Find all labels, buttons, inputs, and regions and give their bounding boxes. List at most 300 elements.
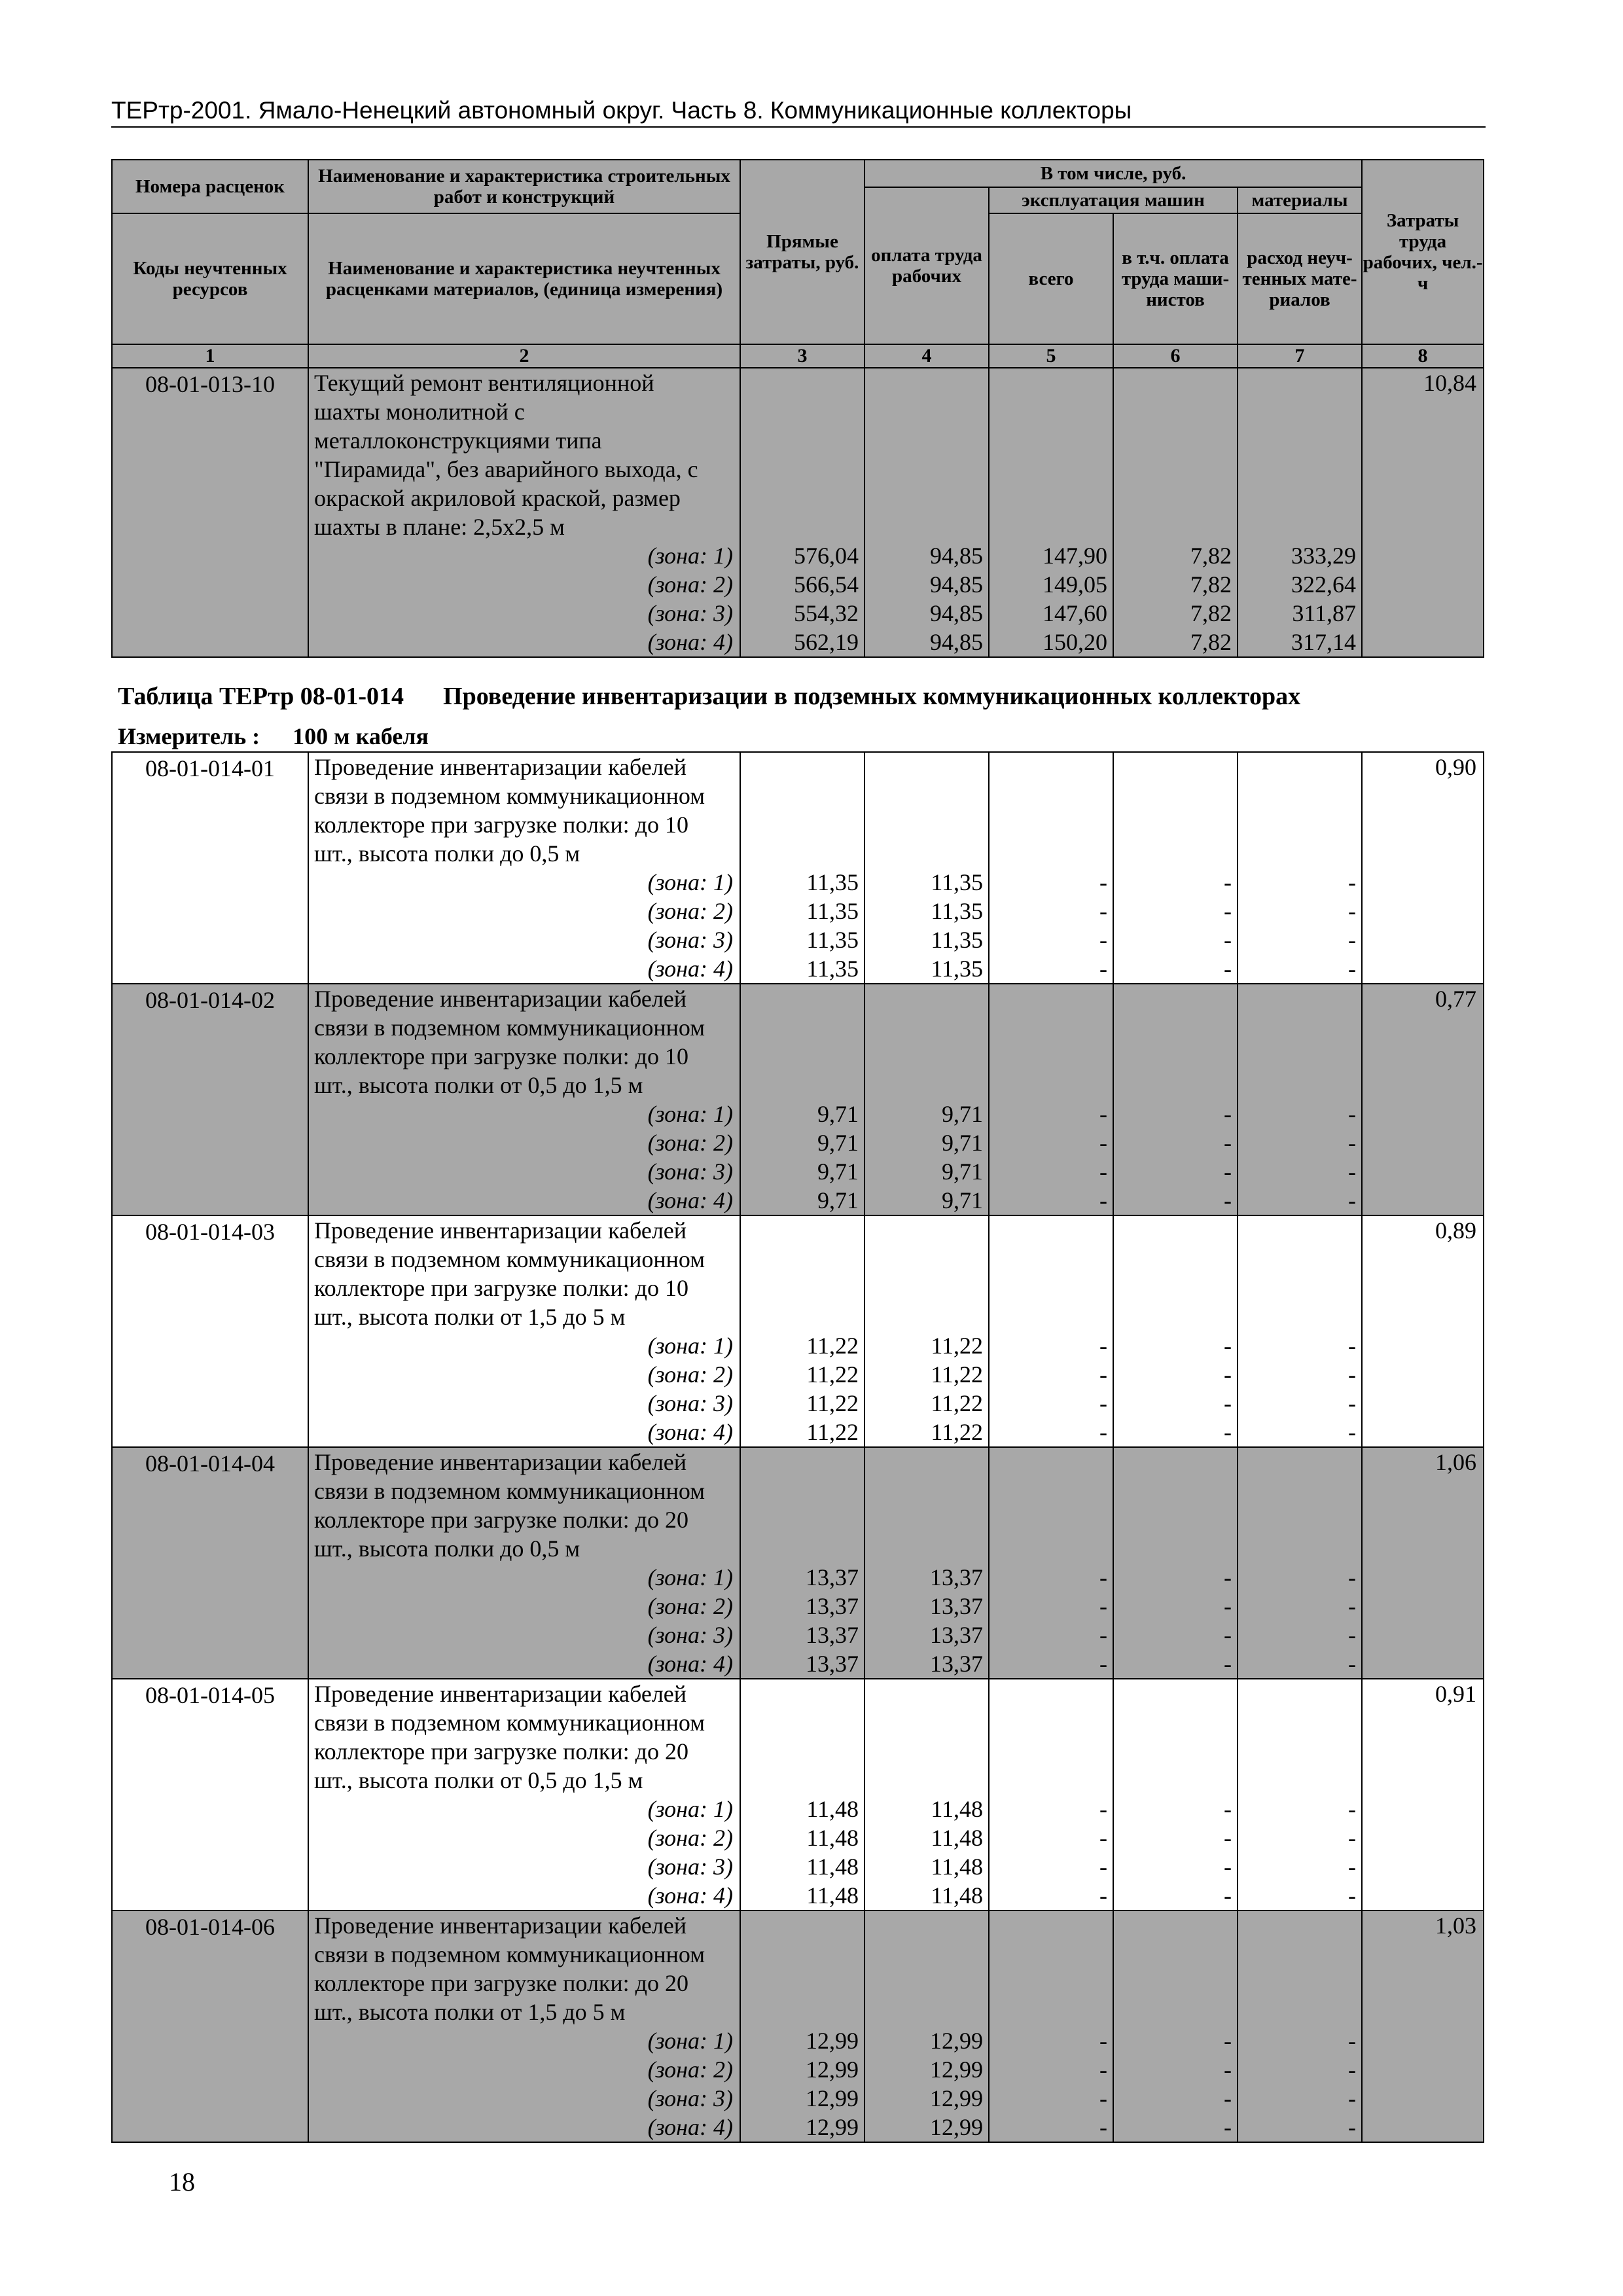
zone-value: 11,35 (931, 869, 983, 895)
table-row (112, 1679, 1484, 1910)
zone-label: (зона: 1) (647, 1564, 733, 1590)
rate-description (308, 984, 740, 1215)
rate-description (308, 752, 740, 984)
description-line: шт., высота полки от 0,5 до 1,5 м (314, 1767, 643, 1793)
direct-costs-cell (740, 1679, 865, 1910)
zone-value: - (1348, 2056, 1356, 2083)
zone-value: 9,71 (817, 1187, 859, 1213)
table-name: Проведение инвентаризации в подземных коммуникационных коллекторах (443, 683, 1301, 710)
zone-value: - (1099, 1651, 1107, 1677)
description-line: шт., высота полки от 1,5 до 5 м (314, 1304, 626, 1330)
worker-wage-cell (865, 1447, 989, 1679)
description-lines (314, 1679, 740, 1795)
zone-value: 94,85 (930, 629, 983, 655)
zone-value: 11,22 (931, 1390, 983, 1416)
table-row (112, 1447, 1484, 1679)
zone-value: 11,22 (931, 1361, 983, 1388)
zone-value: 13,37 (806, 1593, 859, 1619)
description-lines (314, 984, 740, 1100)
description-line: Проведение инвентаризации кабелей (314, 1449, 687, 1475)
zone-value: - (1224, 1622, 1232, 1648)
zone-label: (зона: 2) (647, 898, 733, 924)
zone-value: - (1099, 1101, 1107, 1127)
zone-value: - (1348, 956, 1356, 982)
zone-value: - (1099, 2085, 1107, 2111)
description-line: шт., высота полки до 0,5 м (314, 1535, 580, 1562)
worker-wage-cell (865, 1215, 989, 1447)
labor-hours-cell: 10,84 (1362, 368, 1484, 657)
labor-hours-cell: 0,91 (1362, 1679, 1484, 1910)
zone-value: 11,35 (806, 869, 859, 895)
header-machines-total: всего (989, 213, 1113, 344)
materials-cell (1238, 1447, 1362, 1679)
description-line: Проведение инвентаризации кабелей (314, 986, 687, 1012)
zone-value: 147,90 (1043, 543, 1107, 569)
zone-label: (зона: 2) (647, 1593, 733, 1619)
zone-value: 11,35 (806, 898, 859, 924)
zone-value: 333,29 (1291, 543, 1357, 569)
zone-labels (314, 1795, 740, 1910)
zone-value: - (1224, 1419, 1232, 1445)
machinists-wage-cell (1113, 1447, 1238, 1679)
zone-label: (зона: 1) (647, 2028, 733, 2054)
description-line: Проведение инвентаризации кабелей (314, 1912, 687, 1939)
header-labor-costs: Затраты труда рабочих, чел.-ч (1362, 160, 1484, 344)
zone-value: - (1224, 1101, 1232, 1127)
zone-value: - (1099, 1854, 1107, 1880)
zone-label: (зона: 2) (647, 1825, 733, 1851)
zone-label: (зона: 4) (647, 1187, 733, 1213)
zone-label: (зона: 3) (647, 927, 733, 953)
zone-value: - (1099, 1796, 1107, 1822)
labor-hours-cell: 0,89 (1362, 1215, 1484, 1447)
description-line: коллекторе при загрузке полки: до 20 (314, 1507, 688, 1533)
direct-costs-cell (740, 1215, 865, 1447)
zone-value: 13,37 (806, 1622, 859, 1648)
rate-code: 08-01-014-04 (112, 1447, 308, 1679)
zone-value: - (1224, 1796, 1232, 1822)
zone-label: (зона: 2) (647, 1130, 733, 1156)
zone-value: - (1224, 927, 1232, 953)
zone-value: 12,99 (930, 2114, 983, 2140)
zone-labels (314, 2026, 740, 2142)
description-line: Проведение инвентаризации кабелей (314, 1217, 687, 1244)
zone-value: - (1099, 898, 1107, 924)
zone-value: 9,71 (817, 1101, 859, 1127)
zone-label: (зона: 1) (647, 1101, 733, 1127)
page-number: 18 (169, 2167, 195, 2197)
description-line: коллекторе при загрузке полки: до 10 (314, 812, 688, 838)
description-line: окраской акриловой краской, размер (314, 485, 681, 511)
col-number: 1 (112, 344, 308, 368)
zone-value: - (1224, 1333, 1232, 1359)
zone-value: 11,48 (806, 1882, 859, 1909)
zone-value: - (1348, 1854, 1356, 1880)
zone-value: 147,60 (1043, 600, 1107, 626)
rate-description (308, 1447, 740, 1679)
zone-labels (314, 541, 740, 656)
header-direct-costs: Прямые затраты, руб. (740, 160, 865, 344)
zone-value: - (1224, 1882, 1232, 1909)
description-lines (314, 1448, 740, 1563)
worker-wage-cell (865, 1910, 989, 2142)
zone-value: - (1348, 1101, 1356, 1127)
zone-value: 11,22 (931, 1419, 983, 1445)
measure-unit (118, 722, 429, 751)
col-number: 8 (1362, 344, 1484, 368)
zone-value: 12,99 (806, 2085, 859, 2111)
zone-value: - (1099, 869, 1107, 895)
zone-value: 12,99 (806, 2056, 859, 2083)
zone-value: 12,99 (930, 2056, 983, 2083)
zone-value: - (1348, 1333, 1356, 1359)
worker-wage-cell (865, 984, 989, 1215)
zone-label: (зона: 4) (647, 1651, 733, 1677)
direct-costs-cell (740, 752, 865, 984)
table-title (118, 681, 1492, 712)
zone-value: - (1348, 2028, 1356, 2054)
zone-labels (314, 1563, 740, 1678)
zone-value: 11,48 (931, 1882, 983, 1909)
description-line: связи в подземном коммуникационном (314, 783, 705, 809)
header-machinists-wage: в т.ч. оплата труда маши-нистов (1113, 213, 1238, 344)
machinists-wage-cell (1113, 984, 1238, 1215)
zone-label: (зона: 3) (647, 1390, 733, 1416)
zone-value: 11,22 (931, 1333, 983, 1359)
rate-code: 08-01-014-05 (112, 1679, 308, 1910)
table-row (112, 368, 1484, 657)
header-rate-numbers: Номера расценок (112, 160, 308, 213)
rate-code: 08-01-014-02 (112, 984, 308, 1215)
zone-value: - (1099, 2114, 1107, 2140)
zone-value: 9,71 (942, 1130, 983, 1156)
zone-value: 11,48 (931, 1854, 983, 1880)
machines-total-cell (989, 1215, 1113, 1447)
zone-value: - (1348, 1130, 1356, 1156)
zone-value: - (1348, 1622, 1356, 1648)
zone-value: 11,48 (806, 1796, 859, 1822)
labor-hours-cell: 1,03 (1362, 1910, 1484, 2142)
col-number: 4 (865, 344, 989, 368)
header-machines: эксплуатация машин (989, 187, 1238, 213)
zone-label: (зона: 3) (647, 1854, 733, 1880)
description-line: Проведение инвентаризации кабелей (314, 754, 687, 780)
rate-description (308, 1910, 740, 2142)
zone-value: - (1099, 1622, 1107, 1648)
zone-label: (зона: 4) (647, 1882, 733, 1909)
zone-value: 554,32 (794, 600, 859, 626)
zone-value: - (1348, 1564, 1356, 1590)
zone-value: - (1099, 1130, 1107, 1156)
zone-value: - (1099, 1158, 1107, 1185)
zone-value: - (1099, 1593, 1107, 1619)
measure-value: 100 м кабеля (293, 723, 429, 749)
zone-value: 94,85 (930, 600, 983, 626)
zone-value: 576,04 (794, 543, 859, 569)
materials-cell (1238, 368, 1362, 657)
zone-labels (314, 1331, 740, 1446)
zone-value: - (1099, 956, 1107, 982)
zone-value: 311,87 (1292, 600, 1357, 626)
zone-label: (зона: 2) (647, 1361, 733, 1388)
description-line: связи в подземном коммуникационном (314, 1710, 705, 1736)
zone-value: 11,22 (806, 1333, 859, 1359)
materials-cell (1238, 984, 1362, 1215)
machinists-wage-cell (1113, 1679, 1238, 1910)
zone-value: - (1348, 1390, 1356, 1416)
zone-value: - (1099, 1564, 1107, 1590)
zone-value: - (1099, 2028, 1107, 2054)
zone-value: 11,35 (806, 927, 859, 953)
zone-value: 12,99 (930, 2085, 983, 2111)
description-line: коллекторе при загрузке полки: до 10 (314, 1275, 688, 1301)
zone-value: - (1348, 869, 1356, 895)
zone-value: - (1348, 1796, 1356, 1822)
zone-label: (зона: 2) (647, 571, 733, 598)
zone-value: 150,20 (1043, 629, 1107, 655)
header-worker-wage: оплата труда рабочих (865, 187, 989, 344)
zone-value: - (1099, 1187, 1107, 1213)
zone-value: - (1348, 1882, 1356, 1909)
direct-costs-cell (740, 1910, 865, 2142)
description-lines (314, 368, 740, 541)
table-row (112, 1910, 1484, 2142)
zone-label: (зона: 3) (647, 2085, 733, 2111)
description-line: связи в подземном коммуникационном (314, 1014, 705, 1041)
zone-value: - (1224, 2114, 1232, 2140)
zone-value: - (1099, 1333, 1107, 1359)
zone-value: - (1224, 956, 1232, 982)
description-line: шахты монолитной с (314, 399, 525, 425)
description-line: металлоконструкциями типа (314, 427, 602, 454)
zone-label: (зона: 1) (647, 869, 733, 895)
header-resource-codes: Коды неучтенных ресурсов (112, 213, 308, 344)
zone-value: 7,82 (1190, 571, 1232, 598)
zone-value: - (1224, 1158, 1232, 1185)
zone-value: - (1348, 2085, 1356, 2111)
zone-value: - (1348, 1593, 1356, 1619)
machinists-wage-cell (1113, 752, 1238, 984)
zone-value: - (1224, 1361, 1232, 1388)
description-line: коллекторе при загрузке полки: до 20 (314, 1738, 688, 1765)
zone-value: 11,22 (806, 1419, 859, 1445)
rate-code: 08-01-013-10 (112, 368, 308, 657)
labor-hours-cell: 0,90 (1362, 752, 1484, 984)
worker-wage-cell (865, 368, 989, 657)
description-lines (314, 1216, 740, 1331)
zone-value: - (1099, 1390, 1107, 1416)
description-line: шт., высота полки от 0,5 до 1,5 м (314, 1072, 643, 1098)
description-line: шахты в плане: 2,5х2,5 м (314, 514, 565, 540)
zone-value: 11,35 (806, 956, 859, 982)
rate-code: 08-01-014-03 (112, 1215, 308, 1447)
materials-cell (1238, 1215, 1362, 1447)
machinists-wage-cell (1113, 1910, 1238, 2142)
worker-wage-cell (865, 1679, 989, 1910)
zone-label: (зона: 1) (647, 1333, 733, 1359)
zone-value: 11,35 (931, 956, 983, 982)
zone-value: - (1099, 927, 1107, 953)
zone-value: - (1224, 1390, 1232, 1416)
machinists-wage-cell (1113, 368, 1238, 657)
zone-value: - (1099, 1419, 1107, 1445)
zone-value: 149,05 (1043, 571, 1107, 598)
machines-total-cell (989, 984, 1113, 1215)
zone-value: 13,37 (930, 1622, 983, 1648)
zone-value: - (1224, 1651, 1232, 1677)
zone-value: 13,37 (930, 1593, 983, 1619)
labor-hours-cell: 1,06 (1362, 1447, 1484, 1679)
description-line: связи в подземном коммуникационном (314, 1246, 705, 1272)
zone-value: - (1348, 898, 1356, 924)
zone-value: 9,71 (817, 1130, 859, 1156)
labor-hours-cell: 0,77 (1362, 984, 1484, 1215)
items-table (111, 751, 1484, 2143)
description-line: Проведение инвентаризации кабелей (314, 1681, 687, 1707)
header-in-total: В том числе, руб. (865, 160, 1362, 187)
zone-value: - (1348, 1361, 1356, 1388)
zone-value: 13,37 (806, 1564, 859, 1590)
zone-value: - (1099, 1882, 1107, 1909)
direct-costs-cell (740, 1447, 865, 1679)
zone-value: 7,82 (1190, 543, 1232, 569)
materials-cell (1238, 752, 1362, 984)
zone-label: (зона: 4) (647, 629, 733, 655)
zone-value: - (1099, 1361, 1107, 1388)
description-lines (314, 753, 740, 868)
zone-value: - (1224, 1593, 1232, 1619)
materials-cell (1238, 1679, 1362, 1910)
zone-label: (зона: 2) (647, 2056, 733, 2083)
zone-value: - (1224, 2028, 1232, 2054)
description-line: шт., высота полки до 0,5 м (314, 840, 580, 867)
zone-value: 13,37 (806, 1651, 859, 1677)
zone-value: - (1224, 1825, 1232, 1851)
description-line: шт., высота полки от 1,5 до 5 м (314, 1999, 626, 2025)
zone-label: (зона: 1) (647, 543, 733, 569)
zone-value: 11,22 (806, 1390, 859, 1416)
machines-total-cell (989, 1910, 1113, 2142)
zone-value: 11,35 (931, 898, 983, 924)
zone-value: - (1348, 1825, 1356, 1851)
description-line: Текущий ремонт вентиляционной (314, 370, 654, 396)
rate-code: 08-01-014-06 (112, 1910, 308, 2142)
direct-costs-cell (740, 368, 865, 657)
header-unaccounted-materials: расход неуч-тенных мате-риалов (1238, 213, 1362, 344)
zone-label: (зона: 1) (647, 1796, 733, 1822)
zone-label: (зона: 4) (647, 2114, 733, 2140)
table-row (112, 1215, 1484, 1447)
col-number: 3 (740, 344, 865, 368)
zone-value: 566,54 (794, 571, 859, 598)
zone-value: 13,37 (930, 1651, 983, 1677)
description-line: связи в подземном коммуникационном (314, 1478, 705, 1504)
zone-value: 317,14 (1291, 629, 1357, 655)
zone-label: (зона: 3) (647, 1622, 733, 1648)
description-line: коллекторе при загрузке полки: до 10 (314, 1043, 688, 1069)
rate-code: 08-01-014-01 (112, 752, 308, 984)
zone-value: 11,48 (806, 1825, 859, 1851)
description-line: коллекторе при загрузке полки: до 20 (314, 1970, 688, 1996)
zone-value: 11,48 (931, 1825, 983, 1851)
zone-value: - (1348, 1651, 1356, 1677)
table-row (112, 984, 1484, 1215)
zone-value: 11,35 (931, 927, 983, 953)
materials-cell (1238, 1910, 1362, 2142)
description-line: связи в подземном коммуникационном (314, 1941, 705, 1967)
zone-value: 13,37 (930, 1564, 983, 1590)
zone-value: 12,99 (806, 2114, 859, 2140)
zone-value: 94,85 (930, 543, 983, 569)
zone-value: 11,22 (806, 1361, 859, 1388)
zone-value: - (1224, 1854, 1232, 1880)
zone-value: - (1348, 1187, 1356, 1213)
col-number: 7 (1238, 344, 1362, 368)
header-materials: материалы (1238, 187, 1362, 213)
header-work-name: Наименование и характеристика строительных работ и конструкций (308, 160, 740, 213)
zone-value: 9,71 (817, 1158, 859, 1185)
zone-value: 9,71 (942, 1187, 983, 1213)
table-row (112, 752, 1484, 984)
col-number: 6 (1113, 344, 1238, 368)
zone-value: - (1348, 1419, 1356, 1445)
zone-value: 322,64 (1291, 571, 1357, 598)
col-number: 2 (308, 344, 740, 368)
machines-total-cell (989, 1679, 1113, 1910)
zone-value: 562,19 (794, 629, 859, 655)
machines-total-cell (989, 752, 1113, 984)
machinists-wage-cell (1113, 1215, 1238, 1447)
zone-value: - (1224, 898, 1232, 924)
zone-value: - (1348, 927, 1356, 953)
rate-description (308, 368, 740, 657)
header-material-name: Наименование и характеристика неучтенных расценками материалов, (единица измерения) (308, 213, 740, 344)
machines-total-cell (989, 368, 1113, 657)
zone-value: - (1224, 1564, 1232, 1590)
zone-value: - (1099, 1825, 1107, 1851)
worker-wage-cell (865, 752, 989, 984)
zone-value: - (1224, 869, 1232, 895)
zone-value: 11,48 (806, 1854, 859, 1880)
zone-value: - (1348, 2114, 1356, 2140)
zone-value: 9,71 (942, 1158, 983, 1185)
zone-label: (зона: 4) (647, 1419, 733, 1445)
zone-value: - (1224, 1187, 1232, 1213)
zone-label: (зона: 3) (647, 600, 733, 626)
description-line: "Пирамида", без аварийного выхода, с (314, 456, 698, 482)
zone-value: - (1224, 2056, 1232, 2083)
table-code: Таблица ТЕРтр 08-01-014 (118, 683, 404, 710)
machines-total-cell (989, 1447, 1113, 1679)
zone-value: 12,99 (806, 2028, 859, 2054)
zone-labels (314, 1100, 740, 1215)
rate-description (308, 1215, 740, 1447)
zone-label: (зона: 4) (647, 956, 733, 982)
zone-value: 7,82 (1190, 600, 1232, 626)
measure-label: Измеритель : (118, 723, 260, 749)
zone-value: 11,48 (931, 1796, 983, 1822)
zone-value: 7,82 (1190, 629, 1232, 655)
zone-value: - (1224, 2085, 1232, 2111)
col-number: 5 (989, 344, 1113, 368)
running-header: ТЕРтр-2001. Ямало-Ненецкий автономный округ. Часть 8. Коммуникационные коллекторы (111, 95, 1486, 128)
zone-value: 9,71 (942, 1101, 983, 1127)
zone-value: - (1099, 2056, 1107, 2083)
zone-value: 94,85 (930, 571, 983, 598)
rate-description (308, 1679, 740, 1910)
header-table (111, 159, 1484, 658)
zone-value: 12,99 (930, 2028, 983, 2054)
